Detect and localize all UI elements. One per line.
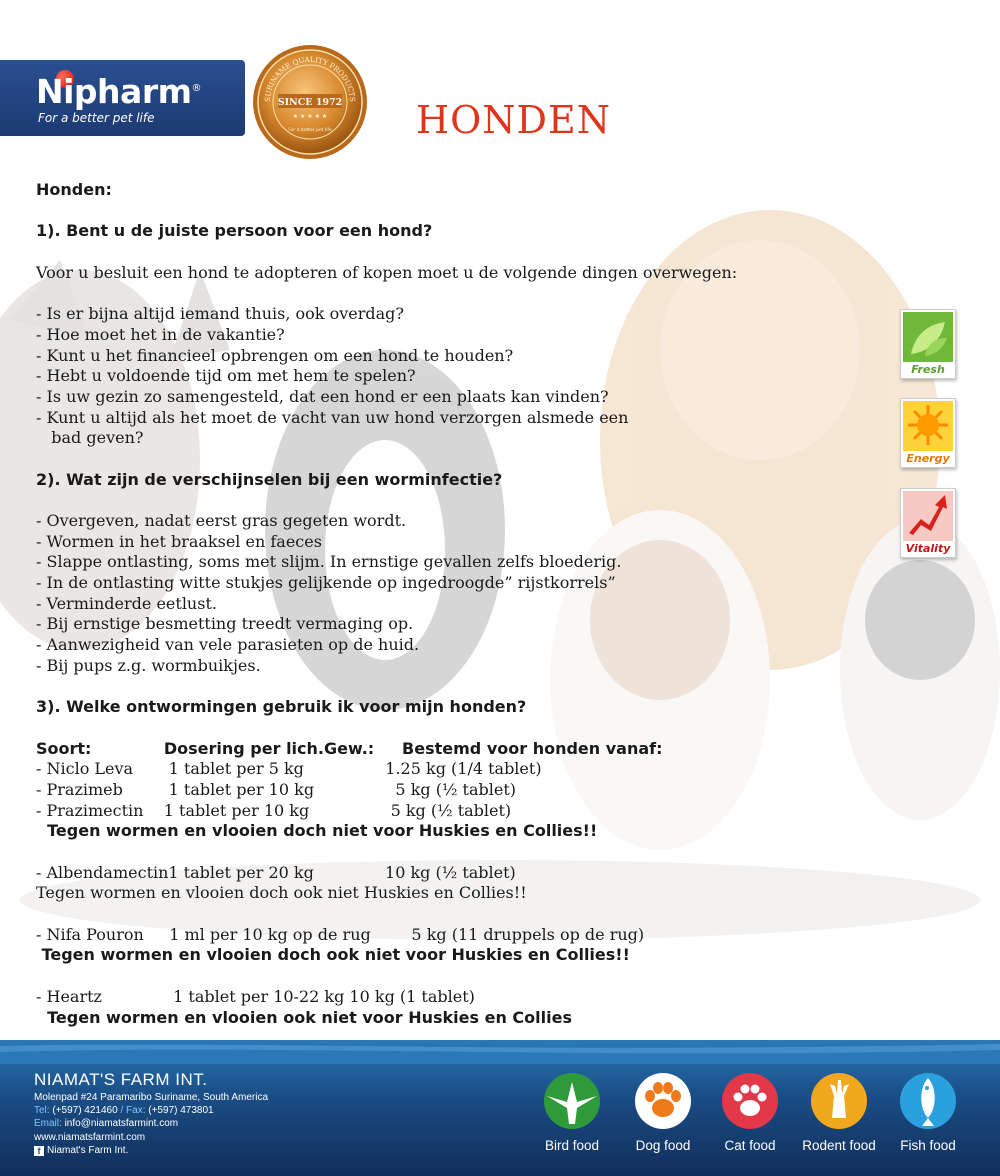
q2-item: - In de ontlasting witte stukjes gelijkende op ingedroogde” rijstkorrels” xyxy=(36,573,616,593)
q1-item: - Hebt u voldoende tijd om met hem te spelen? xyxy=(36,366,416,386)
dosage-row: - Prazimeb 1 tablet per 10 kg 5 kg (½ tablet) xyxy=(36,779,517,799)
rodent-foot-icon xyxy=(810,1072,868,1130)
dosage-row: - Prazimectin 1 tablet per 10 kg 5 kg (½ tablet) xyxy=(36,800,512,820)
category-label: Dog food xyxy=(635,1138,691,1153)
warning-note: Tegen wormen en vlooien doch niet voor Huskies en Collies!! xyxy=(36,821,598,841)
cat-paw-icon xyxy=(721,1072,779,1130)
q1-item: bad geven? xyxy=(36,428,144,448)
badge-label-vitality: Vitality xyxy=(905,542,951,555)
footer-facebook-link[interactable] xyxy=(34,1145,128,1156)
sun-icon xyxy=(901,399,955,451)
brand-logo-name: Nipharm® xyxy=(36,72,201,111)
footer-website-link[interactable]: www.niamatsfarmint.com xyxy=(34,1132,146,1143)
fresh-badge xyxy=(900,309,956,379)
category-rodent-food[interactable] xyxy=(799,1072,879,1153)
category-fish-food[interactable] xyxy=(888,1072,968,1153)
category-label: Cat food xyxy=(724,1138,776,1153)
q1-heading: 1). Bent u de juiste persoon voor een hond? xyxy=(36,221,433,241)
growth-arrow-icon xyxy=(901,489,955,541)
footer-email-value[interactable]: info@niamatsfarmint.com xyxy=(61,1118,179,1129)
page-title: HONDEN xyxy=(416,98,611,142)
footer-tel-value: (+597) 421460 xyxy=(49,1105,118,1116)
q2-item: - Wormen in het braaksel en faeces xyxy=(36,531,322,551)
q1-item: - Hoe moet het in de vakantie? xyxy=(36,324,285,344)
dog-paw-icon xyxy=(634,1072,692,1130)
dosage-row: - Albendamectin1 tablet per 20 kg 10 kg (½ tablet) xyxy=(36,862,516,882)
footer-address: Molenpad #24 Paramaribo Suriname, South America xyxy=(34,1092,269,1103)
footer-fax-value: (+597) 473801 xyxy=(145,1105,214,1116)
footer-wave-decoration xyxy=(0,1040,1000,1064)
footer-email[interactable] xyxy=(34,1118,178,1129)
q1-item: - Kunt u altijd als het moet de vacht van uw hond verzorgen alsmede een xyxy=(36,407,629,427)
q1-item: - Is er bijna altijd iemand thuis, ook overdag? xyxy=(36,304,404,324)
q2-item: - Aanwezigheid van vele parasieten op de huid. xyxy=(36,635,420,655)
footer-company-name: NIAMAT'S FARM INT. xyxy=(34,1070,208,1089)
article-content xyxy=(36,180,738,1028)
q2-item: - Bij pups z.g. wormbuikjes. xyxy=(36,655,261,675)
facebook-icon: f xyxy=(34,1146,44,1156)
leaf-icon xyxy=(901,310,955,362)
footer-phone xyxy=(34,1105,214,1116)
q3-heading: 3). Welke ontwormingen gebruik ik voor mijn honden? xyxy=(36,697,527,717)
warning-note: Tegen wormen en vlooien doch ook niet Huskies en Collies!! xyxy=(36,883,527,903)
badge-label-energy: Energy xyxy=(906,452,950,465)
q1-item: - Is uw gezin zo samengesteld, dat een hond er een plaats kan vinden? xyxy=(36,386,609,406)
seal-main-text: SINCE 1972 xyxy=(277,97,343,108)
category-bird-food[interactable] xyxy=(532,1072,612,1153)
category-label: Fish food xyxy=(900,1138,956,1153)
q1-item: - Kunt u het financieel opbrengen om een hond te houden? xyxy=(36,345,514,365)
q1-lead: Voor u besluit een hond te adopteren of kopen moet u de volgende dingen overwegen: xyxy=(36,262,738,282)
energy-badge xyxy=(900,398,956,468)
badge-label-fresh: Fresh xyxy=(911,363,945,376)
q2-item: - Slappe ontlasting, soms met slijm. In ernstige gevallen zelfs bloederig. xyxy=(36,552,622,572)
seal-stars: ★ ★ ★ ★ ★ xyxy=(292,113,328,120)
vitality-badge xyxy=(900,488,956,558)
seal-top-text: SURINAME QUALITY PRODUCTS xyxy=(262,54,358,103)
category-label: Rodent food xyxy=(802,1138,876,1153)
q2-item: - Verminderde eetlust. xyxy=(36,593,217,613)
fish-icon xyxy=(899,1072,957,1130)
warning-note: Tegen wormen en vlooien ook niet voor Huskies en Collies xyxy=(36,1007,572,1027)
q2-item: - Overgeven, nadat eerst gras gegeten wordt. xyxy=(36,511,407,530)
q2-item: - Bij ernstige besmetting treedt vermaging op. xyxy=(36,614,414,634)
category-label: Bird food xyxy=(544,1138,600,1153)
brand-tagline: For a better pet life xyxy=(38,111,155,125)
dosage-table-header: Soort: Dosering per lich.Gew.: Bestemd voor honden vanaf: xyxy=(36,738,663,758)
category-dog-food[interactable] xyxy=(623,1072,703,1153)
footer-email-label: Email: xyxy=(34,1118,62,1129)
intro-heading: Honden: xyxy=(36,180,112,199)
bird-food-icon xyxy=(543,1072,601,1130)
category-cat-food[interactable] xyxy=(710,1072,790,1153)
footer-fax-label: / Fax: xyxy=(117,1105,146,1116)
seal-bottom-text: For a better pet life xyxy=(288,128,332,133)
quality-seal xyxy=(252,44,368,160)
dosage-row: - Nifa Pouron 1 ml per 10 kg op de rug 5 kg (11 druppels op de rug) xyxy=(36,924,645,944)
dosage-row: - Heartz 1 tablet per 10-22 kg 10 kg (1 tablet) xyxy=(36,986,475,1006)
footer-tel-label: Tel: xyxy=(34,1105,50,1116)
q2-heading: 2). Wat zijn de verschijnselen bij een worminfectie? xyxy=(36,469,503,489)
warning-note: Tegen wormen en vlooien doch ook niet voor Huskies en Collies!! xyxy=(36,945,630,965)
dosage-row: - Niclo Leva 1 tablet per 5 kg 1.25 kg (1/4 tablet) xyxy=(36,759,542,779)
footer-facebook-label: Niamat's Farm Int. xyxy=(47,1145,129,1156)
